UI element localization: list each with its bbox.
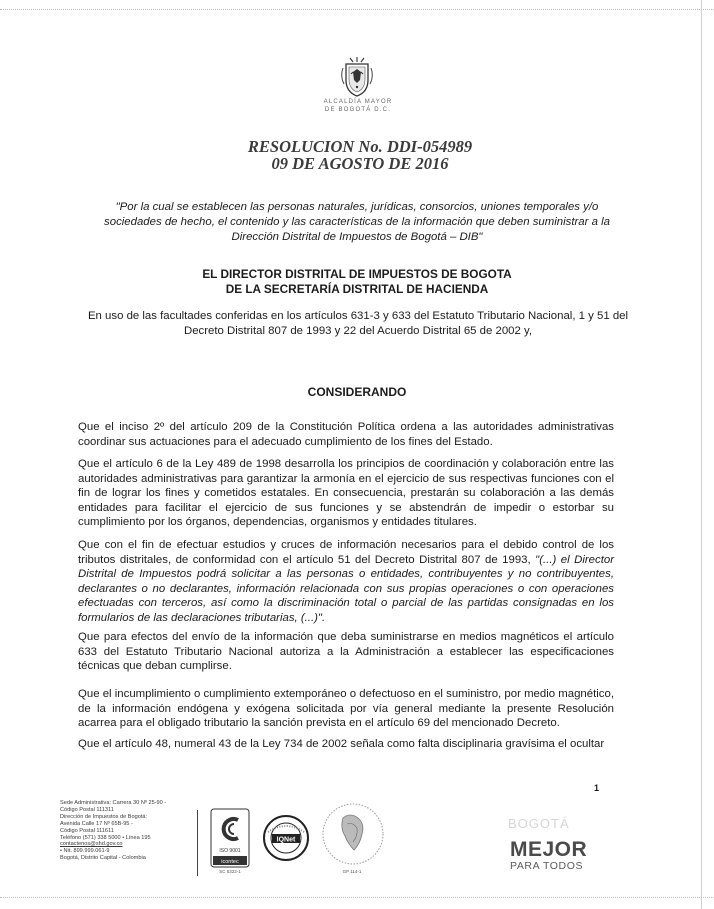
icontec-code: SC 5322-1 xyxy=(219,869,241,874)
address-line: Avenida Calle 17 Nº 65B-95 - xyxy=(60,820,133,827)
resolution-number: RESOLUCION No. DDI-054989 xyxy=(247,137,473,156)
entity-line-2: DE BOGOTÁ D.C. xyxy=(324,107,392,113)
contact-email[interactable]: contactenos@shd.gov.co xyxy=(60,841,123,848)
public-management-seal-icon xyxy=(320,800,386,872)
resolution-purpose: "Por la cual se establecen las personas naturales, jurídicas, consorcios, uniones temporales y/o sociedades de hecho, el contenido y las características de la información que deben suministrar a la Dirección Distrital de Impuestos de Bogotá – DIB" xyxy=(104,201,610,243)
icontec-iso-label: ISO 9001 xyxy=(219,848,241,854)
bogota-mejor-para-todos-logo xyxy=(498,802,618,882)
issuing-authority xyxy=(120,267,594,297)
icontec-certification-icon xyxy=(210,808,250,870)
recital-paragraph: Que el artículo 6 de la Ley 489 de 1998 desarrolla los principios de coordinación y colaboración entre las autoridades administrativas para garantizar la armonía en el ejercicio de sus respectivas funciones con el fin de lograr los fines y cometidos estatales. En consecuencia, prestarán su colaboración a las demás entidades para facilitar el ejercicio de sus funciones y se abstendrán de impedir o estorbar su cumplimiento por los órganos, dependencias, organismos y entidades titulares. xyxy=(78,458,614,528)
icontec-brand-label: icontec xyxy=(221,859,239,865)
gp-code: GP 114-1 xyxy=(342,869,362,874)
recital-paragraph: Que el incumplimiento o cumplimiento extemporáneo o defectuoso en el suministro, por medio magnético, de la información endógena y exógena solicitada por vía general mediante la presente Resolución acarrea para el obligado tributario la sanción prevista en el artículo 69 del mencionado Decreto. xyxy=(78,688,614,729)
recital-text: Que con el fin de efectuar estudios y cruces de información necesarios para el debido control de los tributos distritales, de conformidad con el artículo 51 del Decreto Distrital 807 de 1993, xyxy=(78,539,614,566)
authority-line-1: EL DIRECTOR DISTRITAL DE IMPUESTOS DE BOGOTA xyxy=(202,267,512,281)
entity-name xyxy=(300,98,416,114)
page-number: 1 xyxy=(594,783,600,793)
recital-paragraph: Que el artículo 48, numeral 43 de la Ley 734 de 2002 señala como falta disciplinaria gravísima el ocultar xyxy=(78,738,605,750)
iqnet-certification-icon xyxy=(262,814,310,862)
scan-edge-right xyxy=(701,0,702,909)
recital-paragraph xyxy=(78,538,614,625)
coat-of-arms-icon xyxy=(340,56,374,98)
address-line: Código Postal 111311 xyxy=(60,806,114,813)
scan-edge-bottom xyxy=(0,897,714,898)
authority-line-2: DE LA SECRETARÍA DISTRITAL DE HACIENDA xyxy=(225,282,489,296)
section-heading: CONSIDERANDO xyxy=(307,385,407,399)
recital-paragraph: Que el inciso 2º del artículo 209 de la Constitución Política ordena a las autoridades administrativas coordinar sus actuaciones para el adecuado cumplimiento de los fines del Estado. xyxy=(78,421,614,448)
address-line: • Nit. 899.999.061-9 xyxy=(60,848,110,855)
address-line: Bogotá, Distrito Capital - Colombia xyxy=(60,855,146,862)
footer-divider xyxy=(197,810,198,876)
recital-quote: "(...) el Director Distrital de Impuestos podrá solicitar a las personas o entidades, contribuyentes y no contribuyentes, declarantes o no declarantes, información relacionada con sus propias operaciones o con operaciones efectuadas con terceros, así como la discriminación total o parcial de las partidas consignadas en los formularios de las declaraciones tributarias, (...)". xyxy=(78,553,614,624)
iqnet-label: IQNet xyxy=(276,836,296,844)
resolution-title xyxy=(180,138,540,172)
recital-paragraph: Que para efectos del envío de la información que deba suministrarse en medios magnéticos el artículo 633 del Estatuto Tributario Nacional autoriza a la Administración a establecer las especificaciones técnicas que deban cumplirse. xyxy=(78,631,614,672)
address-line: Sede Administrativa: Carrera 30 Nº 25-90 - xyxy=(60,800,167,806)
entity-line-1: ALCALDÍA MAYOR xyxy=(323,99,393,105)
address-line: Teléfono (571) 338 5000 • Línea 195 xyxy=(60,834,151,841)
address-line: Código Postal 111611 xyxy=(60,827,114,834)
brand-para-todos: PARA TODOS xyxy=(510,860,584,872)
scan-edge-top xyxy=(0,9,714,10)
brand-bogota: BOGOTÁ xyxy=(508,816,570,831)
footer-address xyxy=(60,800,230,862)
resolution-date: 09 DE AGOSTO DE 2016 xyxy=(271,154,449,173)
address-line: Dirección de Impuestos de Bogotá: xyxy=(60,813,148,820)
brand-mejor: MEJOR xyxy=(510,838,588,861)
legal-powers: En uso de las facultades conferidas en los artículos 631-3 y 633 del Estatuto Tributario Nacional, 1 y 51 del Decreto Distrital 807 de 1993 y 22 del Acuerdo Distrital 65 de 2002 y, xyxy=(87,310,629,337)
